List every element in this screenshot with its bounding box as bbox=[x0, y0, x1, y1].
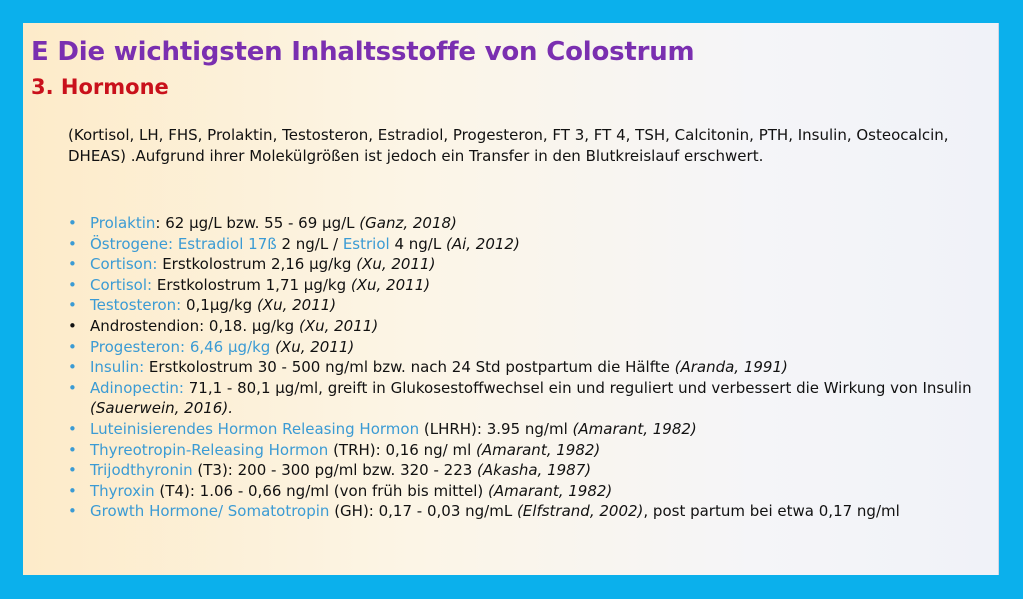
list-item: • Adinopectin: 71,1 - 80,1 µg/ml, greift in Glukosestoffwechsel ein und reguliert und verbessert die Wirkung von Insulin (Sauerwein, 2016). bbox=[68, 378, 983, 419]
hormone-list bbox=[68, 213, 983, 522]
page-title: E Die wichtigsten Inhaltsstoffe von Colostrum bbox=[31, 37, 695, 67]
list-item: • Cortisol: Erstkolostrum 1,71 µg/kg (Xu, 2011) bbox=[68, 275, 983, 296]
list-item: • Androstendion: 0,18. µg/kg (Xu, 2011) bbox=[68, 316, 983, 337]
slide bbox=[23, 23, 999, 575]
list-item: • Testosteron: 0,1µg/kg (Xu, 2011) bbox=[68, 295, 983, 316]
list-item: • Prolaktin: 62 µg/L bzw. 55 - 69 µg/L (Ganz, 2018) bbox=[68, 213, 983, 234]
intro-paragraph: (Kortisol, LH, FHS, Prolaktin, Testosteron, Estradiol, Progesteron, FT 3, FT 4, TSH, Calcitonin, PTH, Insulin, Osteocalcin, DHEAS) .Aufgrund ihrer Molekülgrößen ist jedoch ein Transfer in den Blutkreislauf erschwert. bbox=[68, 126, 949, 165]
section-subtitle: 3. Hormone bbox=[31, 75, 169, 99]
list-item: • Thyroxin (T4): 1.06 - 0,66 ng/ml (von früh bis mittel) (Amarant, 1982) bbox=[68, 481, 983, 502]
list-item: • Luteinisierendes Hormon Releasing Hormon (LHRH): 3.95 ng/ml (Amarant, 1982) bbox=[68, 419, 983, 440]
list-item: • Cortison: Erstkolostrum 2,16 µg/kg (Xu, 2011) bbox=[68, 254, 983, 275]
list-item: • Growth Hormone/ Somatotropin (GH): 0,17 - 0,03 ng/mL (Elfstrand, 2002), post partum bei etwa 0,17 ng/ml bbox=[68, 501, 983, 522]
list-item: • Thyreotropin-Releasing Hormon (TRH): 0,16 ng/ ml (Amarant, 1982) bbox=[68, 440, 983, 461]
list-item: • Östrogene: Estradiol 17ß 2 ng/L / Estriol 4 ng/L (Ai, 2012) bbox=[68, 234, 983, 255]
list-item: • Insulin: Erstkolostrum 30 - 500 ng/ml bzw. nach 24 Std postpartum die Hälfte (Aranda, 1991) bbox=[68, 357, 983, 378]
list-item: • Progesteron: 6,46 µg/kg (Xu, 2011) bbox=[68, 337, 983, 358]
list-item: • Trijodthyronin (T3): 200 - 300 pg/ml bzw. 320 - 223 (Akasha, 1987) bbox=[68, 460, 983, 481]
